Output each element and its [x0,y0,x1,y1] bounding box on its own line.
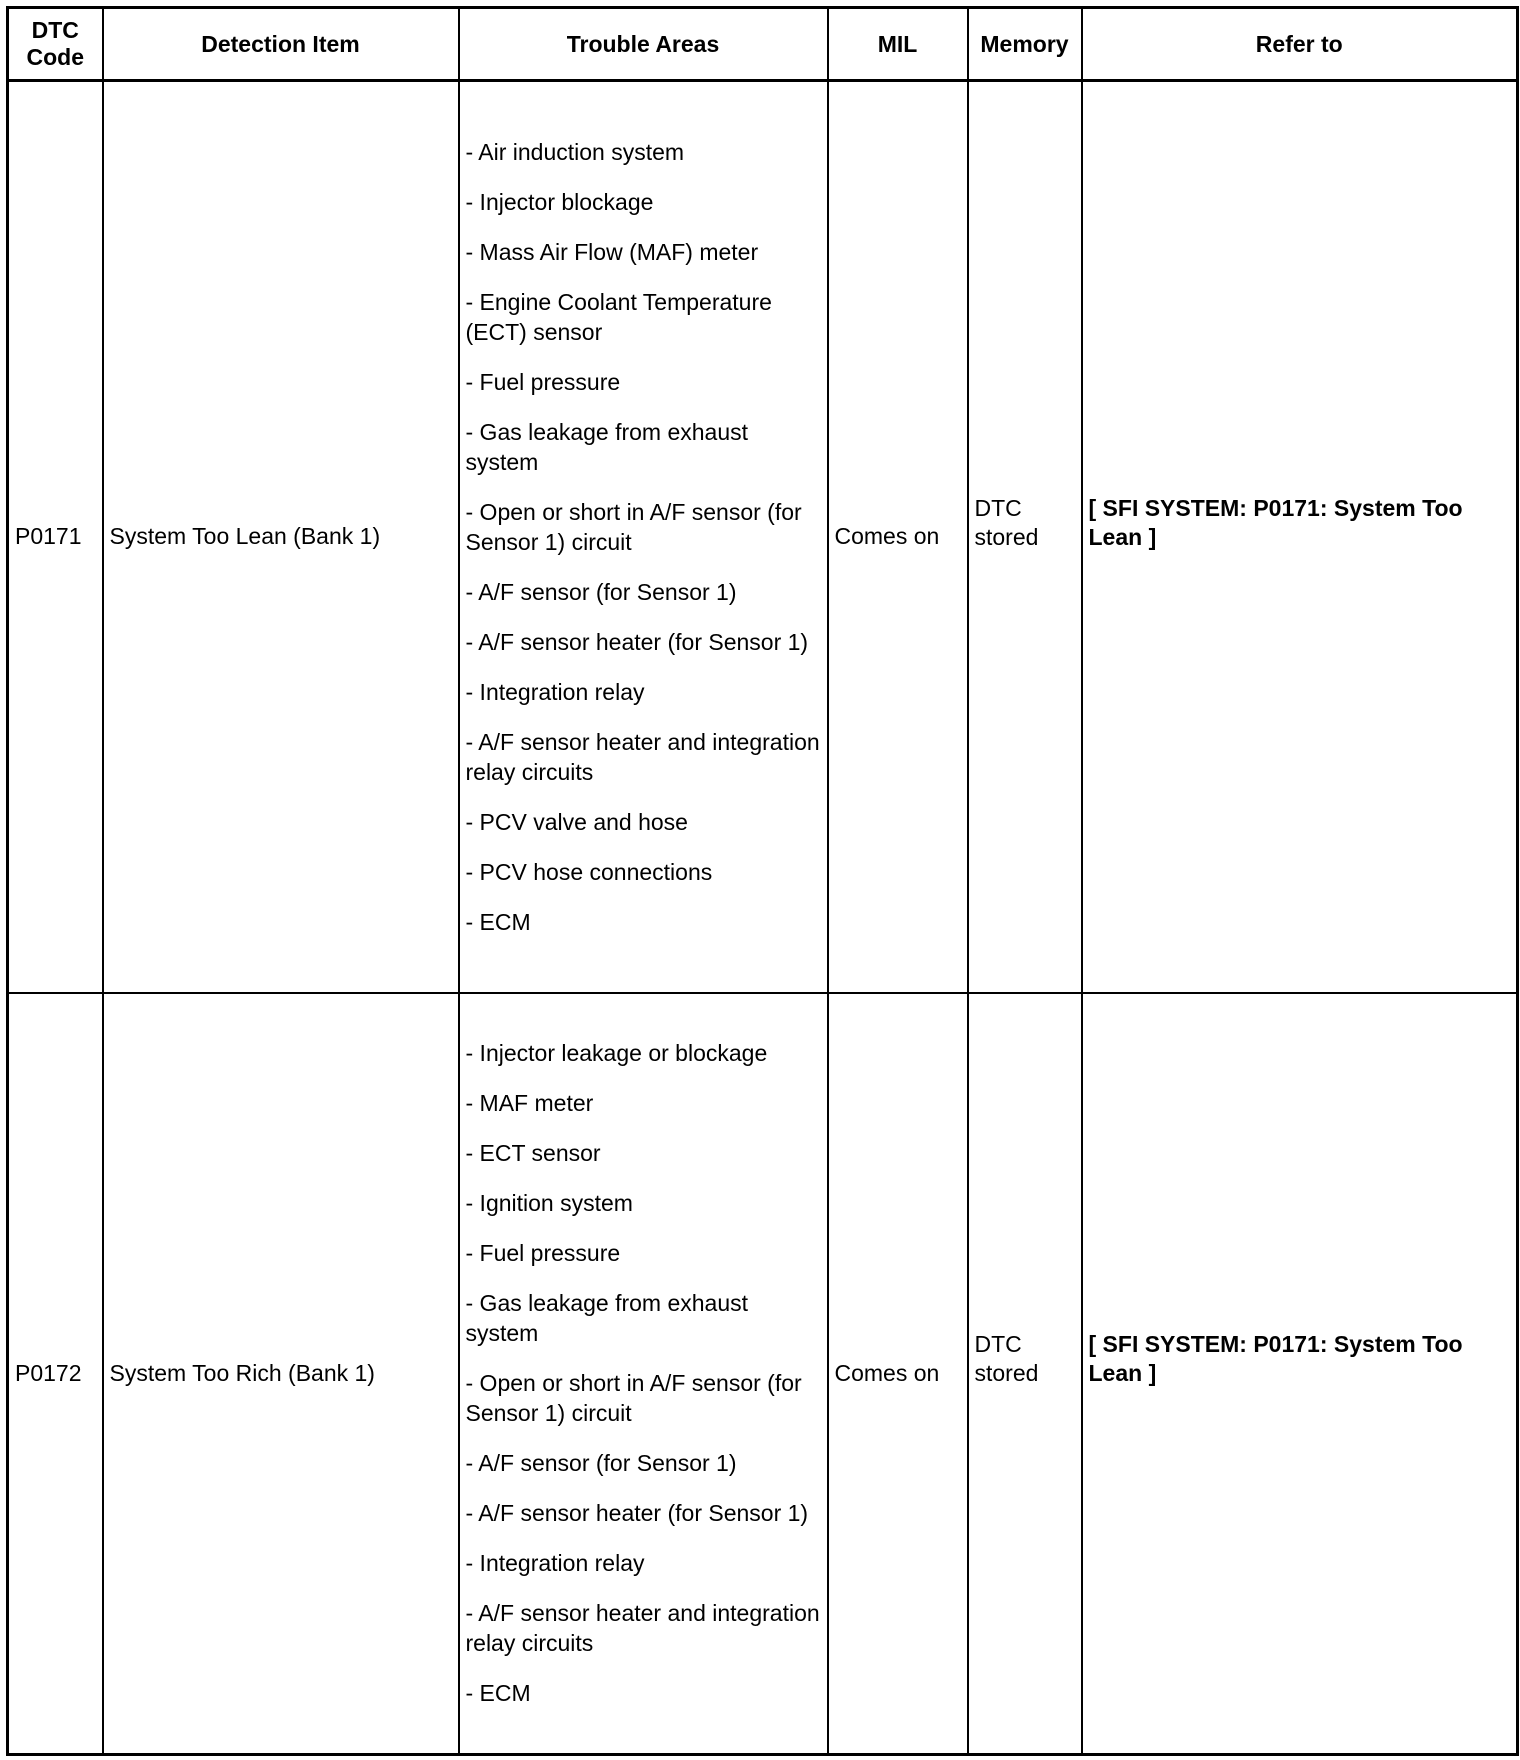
header-detection-item: Detection Item [103,8,459,81]
table-header [8,8,1518,81]
header-memory: Memory [968,8,1082,81]
trouble-area-item: - A/F sensor (for Sensor 1) [465,578,737,605]
trouble-area-item: - A/F sensor (for Sensor 1) [465,1450,737,1477]
trouble-area-item: - Engine Coolant Temperature (ECT) sensor [465,288,772,345]
trouble-area-item: - Fuel pressure [465,1240,621,1267]
trouble-area-item: - Gas leakage from exhaust system [465,1290,749,1347]
trouble-area-item: - ECT sensor [465,1140,601,1167]
refer-to-link[interactable]: [ SFI SYSTEM: P0171: System Too Lean ] [1088,1331,1463,1387]
table-row [8,993,1518,1755]
mil-cell: Comes on [828,81,968,993]
dtc-table [6,6,1519,1756]
memory-value: DTC stored [974,494,1039,550]
trouble-area-item: - A/F sensor heater and integration relay circuits [465,728,820,785]
trouble-area-item: - A/F sensor heater and integration relay circuits [465,1600,820,1657]
trouble-area-item: - Open or short in A/F sensor (for Sensor 1) circuit [465,498,802,555]
mil-cell: Comes on [828,993,968,1755]
trouble-area-item: - PCV valve and hose [465,808,688,835]
trouble-area-item: - Ignition system [465,1190,633,1217]
dtc-code-cell: P0172 [8,993,103,1755]
header-dtc-code: DTC Code [8,8,103,81]
trouble-areas-list [466,1038,821,1708]
trouble-area-item: - A/F sensor heater (for Sensor 1) [465,1500,809,1527]
trouble-area-item: - Fuel pressure [465,368,621,395]
trouble-area-item: - Injector leakage or blockage [465,1040,768,1067]
trouble-area-item: - ECM [465,1680,531,1707]
memory-value: DTC stored [974,1331,1039,1387]
detection-item-cell: System Too Rich (Bank 1) [103,993,459,1755]
refer-to-cell [1082,81,1518,993]
refer-to-link[interactable]: [ SFI SYSTEM: P0171: System Too Lean ] [1088,494,1463,550]
trouble-area-item: - Air induction system [465,138,685,165]
memory-cell [968,81,1082,993]
trouble-area-item: - Open or short in A/F sensor (for Sensor 1) circuit [465,1370,802,1427]
dtc-code-cell: P0171 [8,81,103,993]
trouble-area-item: - A/F sensor heater (for Sensor 1) [465,628,809,655]
trouble-area-item: - Integration relay [465,678,645,705]
memory-cell [968,993,1082,1755]
trouble-area-item: - Injector blockage [465,188,654,215]
detection-item-cell: System Too Lean (Bank 1) [103,81,459,993]
header-mil: MIL [828,8,968,81]
trouble-area-item: - Integration relay [465,1550,645,1577]
trouble-area-item: - Mass Air Flow (MAF) meter [465,238,759,265]
trouble-areas-cell [459,81,828,993]
table-body [8,81,1518,1755]
header-row [8,8,1518,81]
trouble-areas-cell [459,993,828,1755]
trouble-area-item: - ECM [465,908,531,935]
table-row [8,81,1518,993]
trouble-area-item: - Gas leakage from exhaust system [465,418,749,475]
trouble-area-item: - MAF meter [465,1090,594,1117]
header-trouble-areas: Trouble Areas [459,8,828,81]
trouble-area-item: - PCV hose connections [465,858,713,885]
refer-to-cell [1082,993,1518,1755]
header-refer-to: Refer to [1082,8,1518,81]
trouble-areas-list [466,137,821,937]
